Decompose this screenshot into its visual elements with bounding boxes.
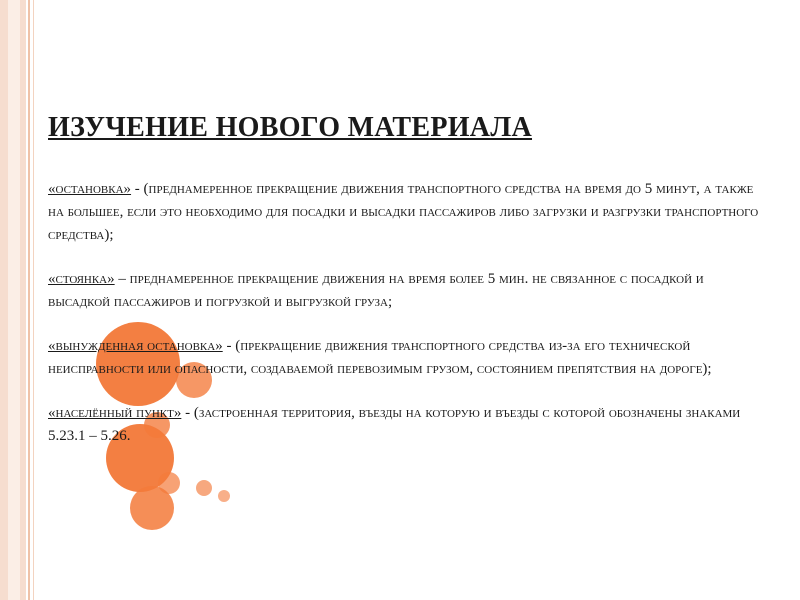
term-naselenny-punkt: «населённый пункт» — [48, 405, 182, 421]
definition-vynuzhdennaya-ostanovka — [48, 335, 768, 381]
definition-text: - (прекращение движения транспортного средства из-за его технической неисправности или опасности, создаваемой перевозимым грузом, состоянием препятствия на дороге); — [48, 338, 712, 377]
decorative-band-inner — [8, 0, 20, 600]
decorative-line-thin — [33, 0, 34, 600]
decorative-circle — [218, 490, 230, 502]
definition-naselenny-punkt — [48, 402, 768, 448]
decorative-circle — [158, 472, 180, 494]
term-ostanovka: «остановка» — [48, 181, 132, 197]
definition-text: – преднамеренное прекращение движения на время более 5 мин. не связанное с посадкой и высадкой пассажиров и погрузкой и выгрузкой груза; — [48, 271, 704, 310]
term-vynuzhdennaya-ostanovka: «вынужденная остановка» — [48, 338, 223, 354]
slide-title: ИЗУЧЕНИЕ НОВОГО МАТЕРИАЛА — [48, 112, 533, 143]
definition-text: - (застроенная территория, въезды на которую и въезды с которой обозначены знаками 5.23.1 – 5.26. — [48, 405, 741, 444]
definition-stoyanka — [48, 268, 768, 314]
definition-ostanovka — [48, 178, 768, 247]
definitions-list — [48, 178, 768, 469]
decorative-circle — [196, 480, 212, 496]
term-stoyanka: «стоянка» — [48, 271, 115, 287]
definition-text: - (преднамеренное прекращение движения транспортного средства на время до 5 минут, а также на большее, если это необходимо для посадки и высадки пассажиров либо загрузки и разгрузки транспортного средства); — [48, 181, 759, 243]
decorative-line — [28, 0, 30, 600]
